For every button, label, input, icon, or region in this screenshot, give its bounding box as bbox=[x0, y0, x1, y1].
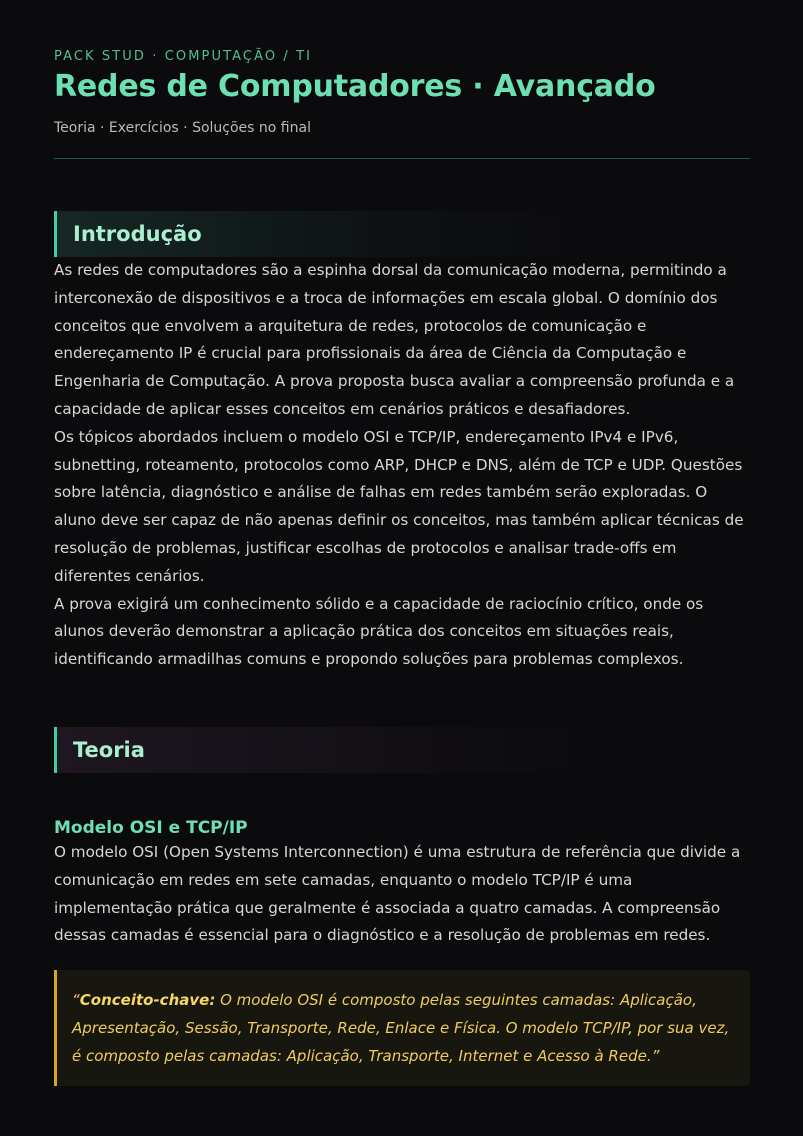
page-title: Redes de Computadores · Avançado bbox=[54, 69, 656, 104]
osi-paragraph: O modelo OSI (Open Systems Interconnection) é uma estrutura de referência que divide a comunicação em redes em sete camadas, enquanto o modelo TCP/IP é uma implementação prática que geralmente é associada a quatro camadas. A compreensão dessas camadas é essencial para o diagnóstico e a resolução de problemas em redes. bbox=[54, 842, 741, 945]
header-divider bbox=[54, 158, 750, 159]
intro-paragraph-2: Os tópicos abordados incluem o modelo OSI e TCP/IP, endereçamento IPv4 e IPv6, subnetting, roteamento, protocolos como ARP, DHCP e DNS, além de TCP e UDP. Questões sobre latência, diagnóstico e análise de falhas em redes também serão exploradas. O aluno deve ser capaz de não apenas definir os conceitos, mas também aplicar técnicas de resolução de problemas, justificar escolhas de protocolos e analisar trade-offs em diferentes cenários. bbox=[54, 427, 744, 585]
key-concept-callout bbox=[54, 970, 750, 1086]
section-heading-teoria: Teoria bbox=[73, 737, 145, 762]
callout-text: O modelo OSI é composto pelas seguintes camadas: Aplicação, Apresentação, Sessão, Transporte, Rede, Enlace e Física. O modelo TCP/IP, por sua vez, é composto pelas camadas: Aplicação, Transporte, Internet e Acesso à Rede. bbox=[72, 991, 730, 1066]
subsection-heading-osi: Modelo OSI e TCP/IP bbox=[54, 817, 248, 838]
callout-open-quote: “ bbox=[72, 991, 80, 1010]
callout-close-quote: ” bbox=[651, 1047, 660, 1066]
section-banner-teoria bbox=[54, 727, 750, 773]
document-header bbox=[54, 49, 750, 159]
section-heading-introducao: Introdução bbox=[73, 222, 202, 246]
header-kicker: PACK STUD · COMPUTAÇÃO / TI bbox=[54, 49, 313, 64]
section-introducao bbox=[54, 211, 750, 674]
page-subtitle: Teoria · Exercícios · Soluções no final bbox=[54, 120, 311, 136]
intro-paragraph-3: A prova exigirá um conhecimento sólido e a capacidade de raciocínio crítico, onde os alunos deverão demonstrar a aplicação prática dos conceitos em situações reais, identificando armadilhas comuns e propondo soluções para problemas complexos. bbox=[54, 594, 704, 669]
intro-paragraph-1: As redes de computadores são a espinha dorsal da comunicação moderna, permitindo a interconexão de dispositivos e a troca de informações em escala global. O domínio dos conceitos que envolvem a arquitetura de redes, protocolos de comunicação e endereçamento IP é crucial para profissionais da área de Ciência da Computação e Engenharia de Computação. A prova proposta busca avaliar a compreensão profunda e a capacidade de aplicar esses conceitos em cenários práticos e desafiadores. bbox=[54, 261, 735, 418]
section-banner-introducao bbox=[54, 211, 750, 257]
section-teoria bbox=[54, 727, 750, 1086]
document bbox=[54, 0, 750, 1101]
callout-label: Conceito-chave: bbox=[79, 991, 216, 1010]
